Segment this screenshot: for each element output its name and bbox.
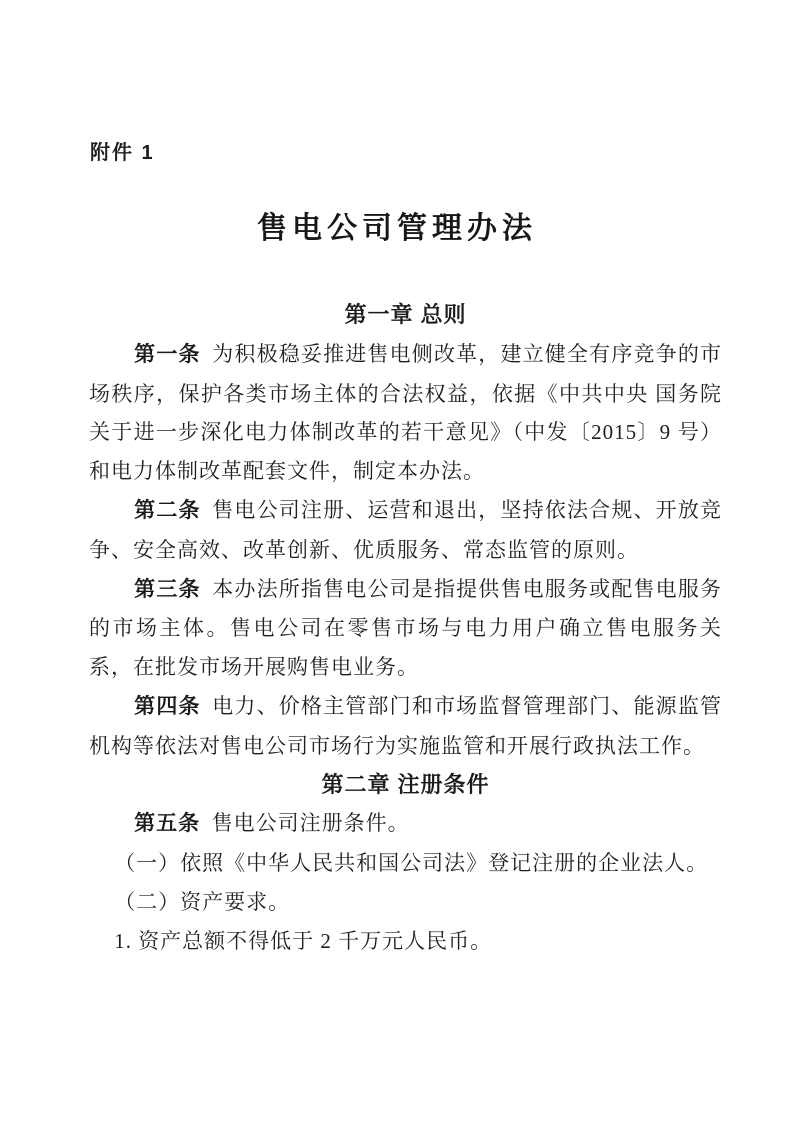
article-label-3: 第三条: [134, 577, 201, 601]
sub-item-1: （一）依照《中华人民共和国公司法》登记注册的企业法人。: [114, 851, 709, 876]
article-text-1: 为积极稳妥推进售电侧改革，建立健全有序竞争的市场秩序，保护各类市场主体的合法权益，依据《中共中央 国务院关于进一步深化电力体制改革的若干意见》（中发〔2015〕9 号）和电力体制改革配套文件，制定本办法。: [89, 341, 723, 484]
article-paragraph-1: [89, 335, 722, 491]
article-text-4: 电力、价格主管部门和市场监督管理部门、能源监管机构等依法对售电公司市场行为实施监管和开展行政执法工作。: [89, 693, 723, 758]
chapter-heading-1: 第一章 总则: [344, 302, 467, 327]
article-label-5: 第五条: [134, 812, 201, 836]
article-paragraph-3: [89, 570, 722, 687]
sub-item-2: （二）资产要求。: [114, 889, 291, 914]
article-paragraph-4: [89, 687, 722, 766]
sub-item-3: 1. 资产总额不得低于 2 千万元人民币。: [114, 928, 493, 953]
article-label-2: 第二条: [134, 498, 201, 522]
document-title: 售电公司管理办法: [257, 212, 537, 245]
document-body: [89, 296, 722, 961]
article-paragraph-2: [89, 491, 722, 570]
article-text-2: 售电公司注册、运营和退出，坚持依法合规、开放竞争、安全高效、改革创新、优质服务、常态监管的原则。: [89, 497, 723, 562]
article-paragraph-5: [89, 804, 722, 844]
chapter-heading-2: 第二章 注册条件: [321, 771, 490, 797]
article-text-3: 本办法所指售电公司是指提供售电服务或配售电服务的市场主体。售电公司在零售市场与电力用户确立售电服务关系，在批发市场开展购售电业务。: [89, 576, 723, 680]
article-label-4: 第四条: [134, 694, 201, 718]
attachment-label: 附件 1: [90, 142, 155, 164]
article-label-1: 第一条: [134, 342, 201, 366]
article-text-5: 售电公司注册条件。: [211, 811, 410, 836]
